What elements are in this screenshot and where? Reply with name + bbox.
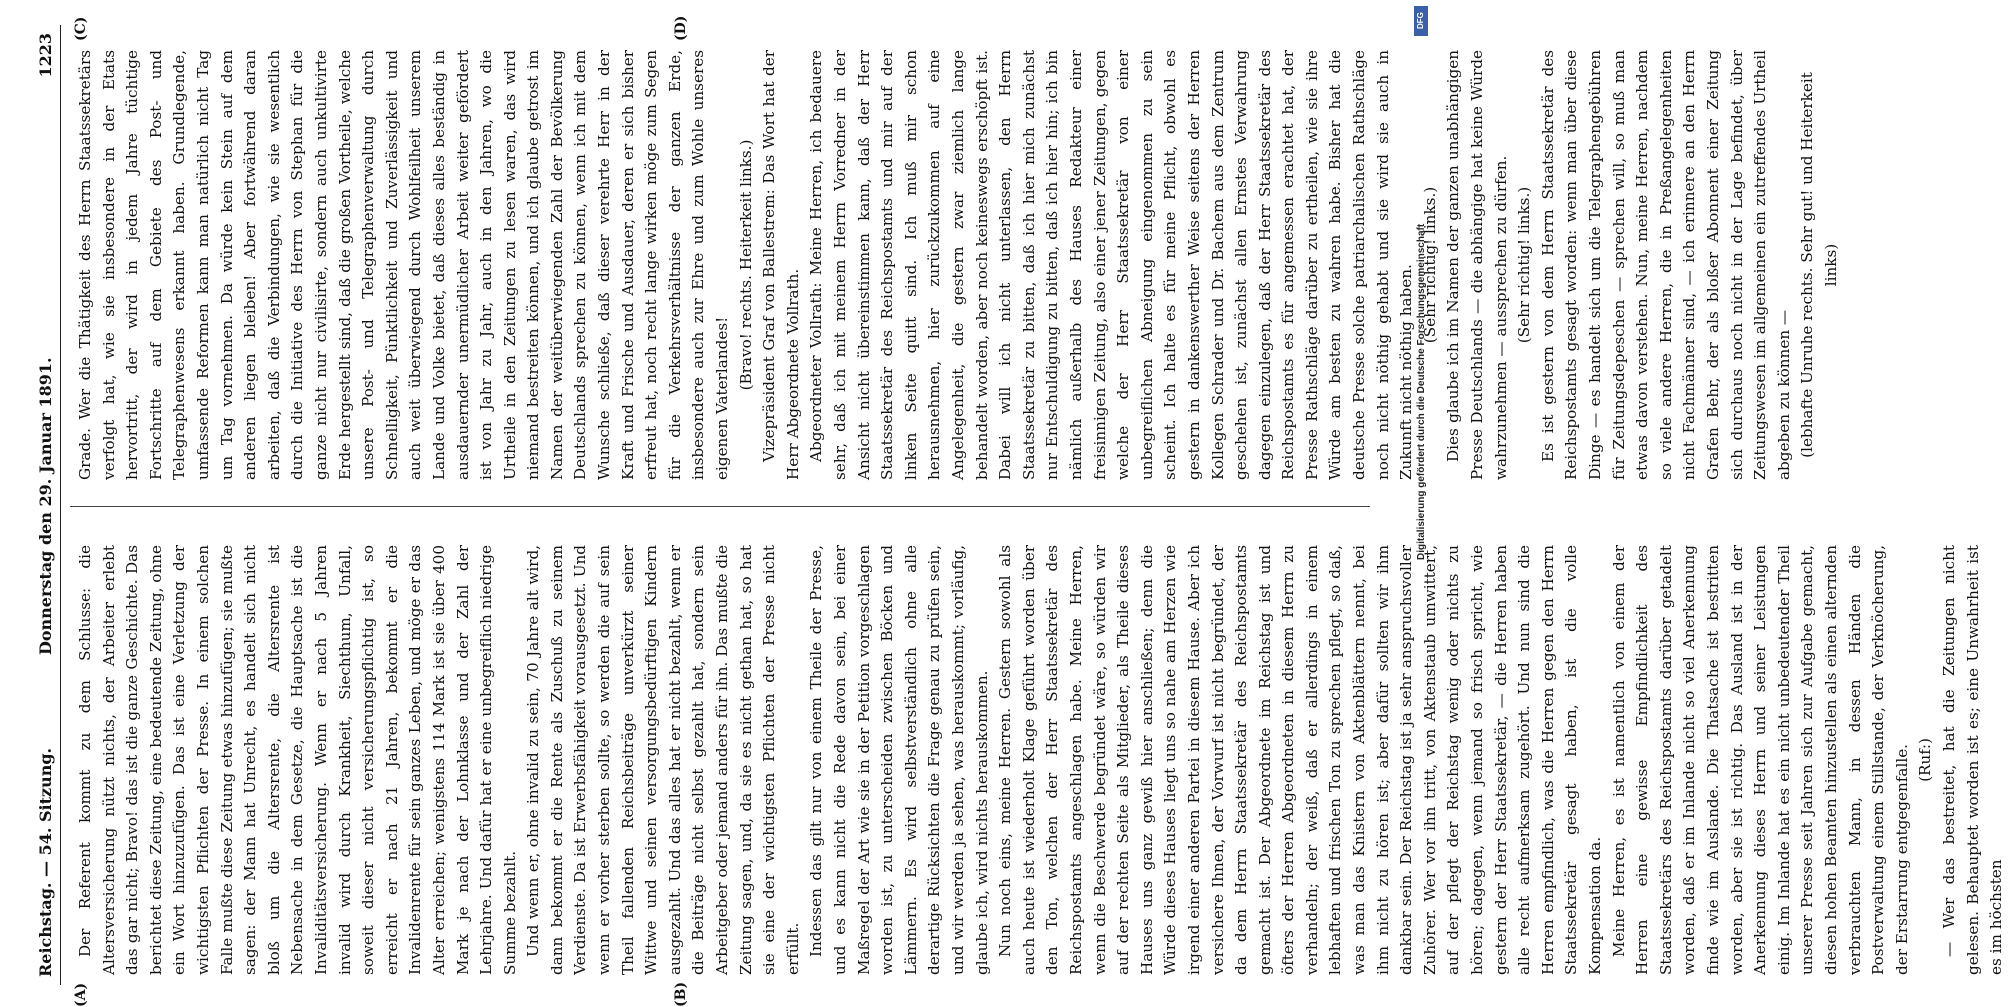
interjection: (Sehr richtig! links.) [1515,186,1534,344]
interjection: (lebhafte Unruhe rechts. Sehr gut! und Heiterkeit links) [1798,72,1840,458]
paragraph: Nun noch eins, meine Herren. Gestern sowohl als auch heute ist wiederholt Klage geführt worden über den Ton, welchen der Herr Staatssekretär des Reichspostamts angeschlagen habe. Meine Herren, wenn die Beschwerde begründet wäre, so würden wir auf der rechten Seite als Mitglieder, als Theile dieses Hauses uns ganz gewiß hier anschließen; denn die Würde dieses Hauses liegt uns so nahe am Herzen wie irgend einer anderen Partei in diesem Hause. Aber ich versichere Ihnen, der Vorwurf ist nicht begründet, der da dem Herrn Staatssekretär des Reichspostamts gemacht ist. Der Abgeordnete im Reichstag ist und öfters der Herren Abgeordneten in diesem Herrn zu verhandeln; der weiß, daß er allerdings in einem lebhaften und frischen Ton zu sprechen pflegt, so daß, was man das Knistern von Aktenblättern nennt, bei ihm nicht zu hören ist; aber dafür sollten wir ihm dankbar sein. Der Reichstag ist ja sehr anspruchsvoller Zuhörer. Wer vor ihn tritt, von Aktenstaub umwittert, auf der pflegt der Reichstag wenig oder nichts zu hören; dagegen, wenn jemand so frisch spricht, wie gestern der Herr Staatssekretär, — die Herren haben alle recht aufmerksam zugehört. Und nun sind die Herren empfindlich, was die Herren gegen den Herrn Staatssekretär gesagt haben, ist die volle Kompensation da. [996,545,1604,975]
paragraph: Grade. Wer die Thätigkeit des Herrn Staatssekretärs verfolgt hat, wie sie insbesondere in der Etats hervortritt, der wird in jedem Jahre tüchtige Fortschritte auf dem Gebiete des Post- und Telegraphenwesens erkannt haben. Grundlegende, umfassende Reformen kann man natürlich nicht Tag um Tag vornehmen. Da würde kein Stein auf dem anderen liegen bleiben! Aber fortwährend daran arbeiten, daß die Verbindungen, wie sie wesentlich durch die Initiative des Herrn von Stephan für die ganze nicht nur civilisirte, sondern auch unkultivirte Erde hergestellt sind, daß die großen Vortheile, welche unsere Post- und Telegraphenverwaltung durch Schnelligkeit, Pünktlichkeit und Zuverlässigkeit und auch weit überwiegend durch Wohlfeilheit unserem Lande und Volke bietet, daß dieses alles beständig in ausdauernder unermüdlicher Arbeit weiter gefördert ist von Jahr zu Jahr, auch in den Jahren, wo die Urtheile in den Zeitungen zu lesen waren, das wird niemand bestreiten können, und ich glaube getrost im Namen der weitüberwiegenden Zahl der Bevölkerung Deutschlands sprechen zu können, wenn ich mit dem Wunsche schließe, daß dieser verehrte Herr in der Kraft und Frische und Ausdauer, deren er sich bisher erfreut hat, noch recht lange wirken möge zum Segen für die Verkehrsverhältnisse der ganzen Erde, insbesondere auch zur Ehre und zum Wohle unseres eigenen Vaterlandes! [76,50,732,480]
paragraph: Vizepräsident Graf von Ballestrem: Das Wort hat der Herr Abgeordnete Vollrath. [760,50,802,480]
text-column-left [74,545,2009,975]
paragraph: Dies glaube ich im Namen der ganzen unabhängigen Presse Deutschlands — die abhängige hat keine Würde wahrzunehmen — aussprechen zu dürfen. [1444,50,1510,480]
dfg-logo: DFG [1414,6,1428,36]
header-date: Donnerstag den 29. Januar 1891. [36,357,55,655]
column-divider [70,506,1370,507]
paragraph: Und wenn er, ohne invalid zu sein, 70 Jahre alt wird, dann bekommt er die Rente als Zuschuß zu seinem Verdienste. Da ist Erwerbsfähigkeit vorausgesetzt. Und wenn er vorher sterben sollte, so werden die auf sein Theil fallenden Reichsbeiträge unverkürzt seiner Wittwe und seinen versorgungsbedürftigen Kindern ausgezahlt. Und das alles hat er nicht bezahlt, wenn er die Beiträge nicht selbst gezahlt hat, sondern sein Arbeitgeber oder jemand anders für ihn. Das mußte die Zeitung sagen, und, da sie es nicht gethan hat, so hat sie eine der wichtigsten Pflichten der Presse nicht erfüllt. [524,545,802,975]
interjection: (Bravo! rechts. Heiterkeit links.) [736,139,755,391]
digitization-watermark: Digitalisierung gefördert durch die Deutsche Forschungsgemeinschaft [1416,223,1427,560]
paragraph: — Wer das bestreitet, hat die Zeitungen nicht gelesen. Behauptet worden ist es; eine Unwahrheit ist es im höchsten [1939,545,2006,975]
paragraph: Es ist gestern von dem Herrn Staatssekretär des Reichspostamts gesagt worden: wenn man über diese Dinge — es handelt sich um die Telegraphengebühren für Zeitungsdepeschen — sprechen will, so muß man etwas davon verstehen. Nun, meine Herren, nachdem so viele andere Herren, die in Preßangelegenheiten nicht Fachmänner sind, — ich erinnere an den Herrn Grafen Behr, der als bloßer Abonnent einer Zeitung sich durchaus noch nicht in der Lage befindet, über Zeitungswesen im allgemeinen ein zutreffendes Urtheil abgeben zu können — [1538,50,1793,480]
paragraph: Indessen das gilt nur von einem Theile der Presse, und es kann nicht die Rede davon sein, bei einer Maßregel der Art wie sie in der Petition vorgeschlagen worden ist, zu unterscheiden zwischen Böcken und Lämmern. Es wird selbstverständlich ohne alle derartige Rücksichten die Frage genau zu prüfen sein, und wir werden ja sehen, was herauskommt; vorläufig, glaube ich, wird nichts herauskommen. [807,545,991,975]
paragraph: Abgeordneter Vollrath: Meine Herren, ich bedauere sehr, daß ich mit meinem Herrn Vorredner in der Ansicht nicht übereinstimmen kann, daß der Herr Staatssekretär des Reichspostamts und mir auf der linken Seite quitt sind. Ich muß mir schon herausnehmen, hier zurückzukommen auf eine Angelegenheit, die gestern zwar ziemlich lange behandelt worden, aber noch keineswegs erschöpft ist. Dabei will ich nicht unterlassen, den Herrn Staatssekretär zu bitten, daß ich hier mich zunächst nur Entschuldigung zu bitten, daß ich hier hin; ich bin nämlich außerhalb des Hauses Redakteur einer freisinnigen Zeitung, also einer jener Zeitungen, gegen welche der Herr Staatssekretär von einer unbegreiflichen Abneigung eingenommen zu sein scheint. Ich halte es für meine Pflicht, obwohl es gestern in dankenswerther Weise seitens der Herren Kollegen Schrader und Dr. Bachem aus dem Zentrum geschehen ist, zunächst allen Ernstes Verwahrung dagegen einzulegen, daß der Herr Staatssekretär des Reichspostamts es für angemessen erachtet hat, der Presse Rathschläge darüber zu ertheilen, wie sie ihre Würde am besten zu wahren habe. Bisher hat die deutsche Presse solche patriarchalischen Rathschläge noch nicht nöthig gehabt und sie wird sie auch in Zukunft nicht nöthig haben. [807,50,1416,480]
margin-marker-d: (D) [673,15,689,41]
interjection: (Sehr richtig! links.) [1420,186,1439,344]
paragraph: Meine Herren, es ist namentlich von einem der Herren eine gewisse Empfindlichkeit des Staatssekretärs des Reichspostamts darüber getadelt worden, daß er im Inlande nicht so viel Anerkennung finde wie im Auslande. Die Thatsache ist bestritten worden, aber sie ist richtig. Das Ausland ist in der Anerkennung dieses Herrn und seiner Leistungen einig. Im Inlande hat es ein nicht unbedeutender Theil unserer Presse seit Jahren sich zur Aufgabe gemacht, diesen hohen Beamten hinzustellen als einen alternden verbrauchten Mann, in dessen Händen die Postverwaltung einem Stillstande, der Verknöcherung, der Erstarrung entgegenfalle. [1609,545,1911,975]
paragraph: Der Referent kommt zu dem Schlusse: die Altersversicherung nützt nichts, der Arbeiter erlebt das gar nicht; Bravo! das ist die ganze Geschichte. Das berichtet diese Zeitung, eine bedeutende Zeitung, ohne ein Wort hinzuzufügen. Das ist eine Verletzung der wichtigsten Pflichten der Presse. In einem solchen Falle mußte diese Zeitung etwas hinzufügen; sie mußte sagen: der Mann hat Unrecht, es handelt sich nicht bloß um die Altersrente, die Altersrente ist Nebensache in dem Gesetze, die Hauptsache ist die Invaliditätsversicherung. Wenn er nach 5 Jahren invalid wird durch Krankheit, Siechthum, Unfall, soweit dieser nicht versicherungspflichtig ist, so erreicht er nach 21 Jahren, bekommt er die Invalidenrente für sein ganzes Leben, und möge er das Alter erreichen; wenigstens 114 Mark ist sie über 400 Mark je nach der Lohnklasse und der Zahl der Lehrjahre. Und dafür hat er eine unbegreiflich niedrige Summe bezahlt. [76,545,519,975]
text-column-right [74,50,1844,480]
margin-marker-a: (A) [73,982,89,1007]
running-header [30,25,61,985]
margin-marker-b: (B) [673,981,689,1007]
page-number: 1223 [36,33,55,78]
header-left: Reichstag. — 54. Sitzung. [36,747,55,977]
margin-marker-c: (C) [73,16,89,41]
interjection: (Ruf:) [1916,738,1935,782]
